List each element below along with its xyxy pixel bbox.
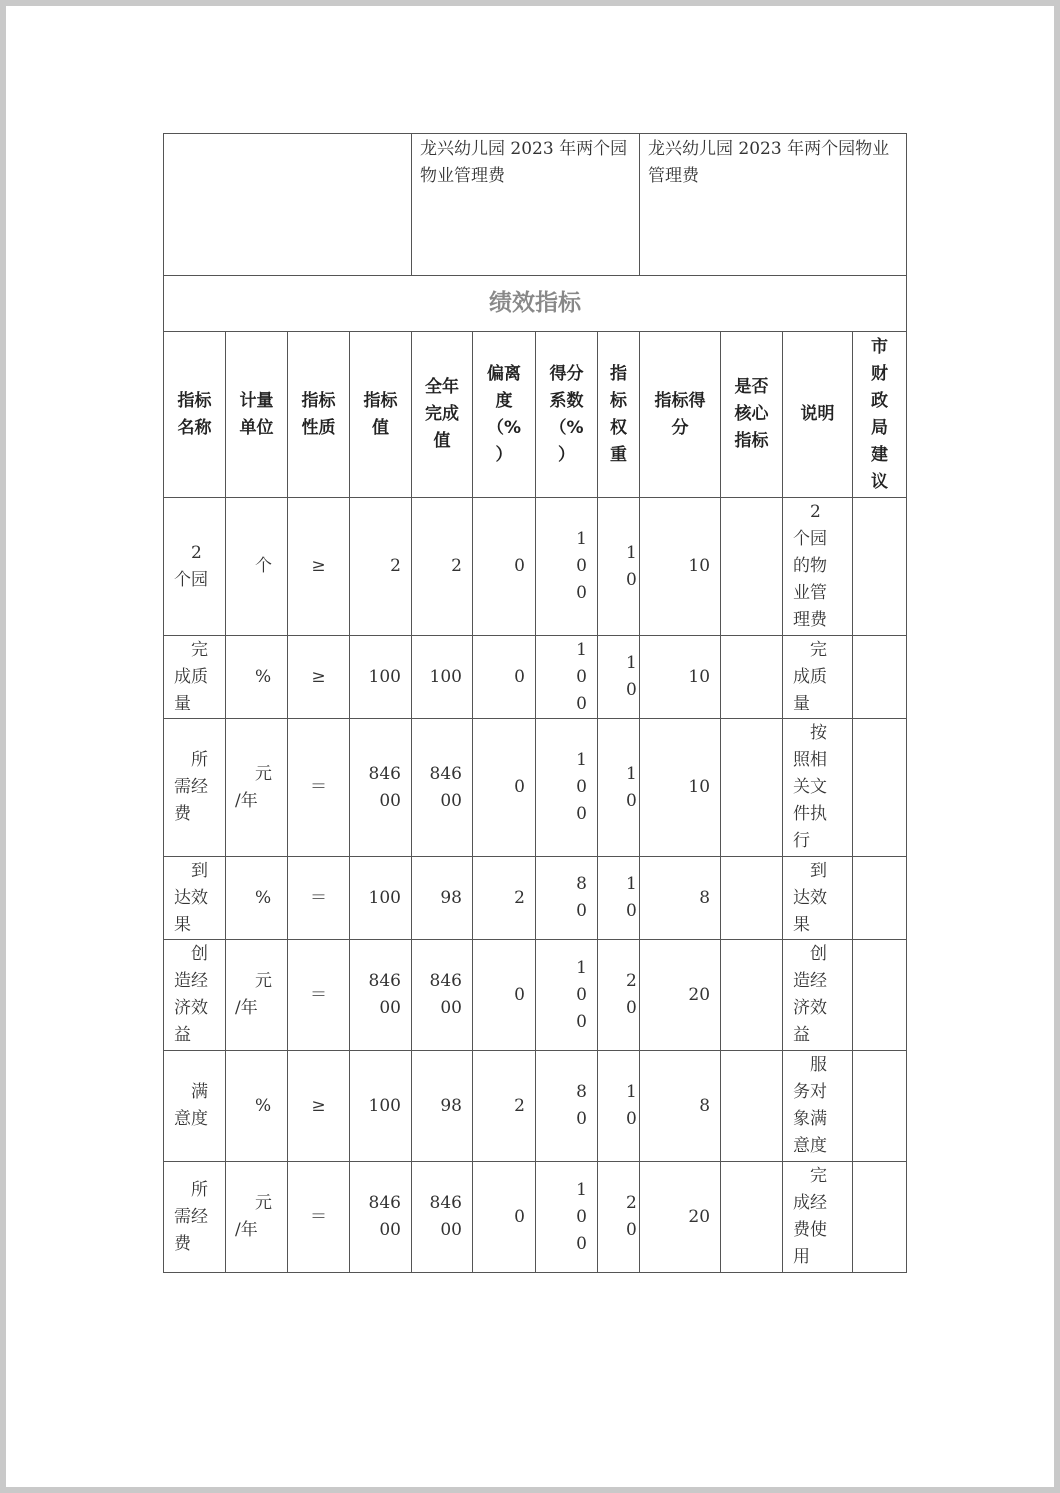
- deviation-cell: 0: [473, 498, 536, 636]
- target-value-cell: [350, 719, 412, 857]
- target-value-cell-text: 100: [368, 1095, 401, 1116]
- coefficient-cell: [536, 636, 598, 719]
- header-value: [350, 332, 412, 498]
- unit-cell-text: %: [255, 1095, 272, 1116]
- coefficient-cell: [536, 940, 598, 1051]
- unit-cell: [226, 940, 288, 1051]
- advice-cell: [853, 636, 907, 719]
- header-advice: [853, 332, 907, 498]
- weight-cell: [598, 1051, 640, 1162]
- target-value-cell-text: 84600: [368, 763, 401, 811]
- completed-value-cell-text: 98: [440, 1095, 462, 1116]
- unit-cell: [226, 719, 288, 857]
- target-value-cell: [350, 498, 412, 636]
- score-cell: 20: [640, 1162, 721, 1273]
- advice-cell: [853, 498, 907, 636]
- indicator-name-cell-text: 到达效果: [174, 860, 208, 935]
- target-value-cell-text: 84600: [368, 1193, 401, 1240]
- indicator-name-cell: [164, 1162, 226, 1273]
- advice-cell: [853, 940, 907, 1051]
- note-cell: [783, 719, 853, 857]
- unit-cell: [226, 857, 288, 940]
- table-row: [164, 498, 907, 636]
- core-indicator-cell: [721, 636, 783, 719]
- note-cell: [783, 940, 853, 1051]
- nature-cell: ≥: [288, 498, 350, 636]
- header-deviation: [473, 332, 536, 498]
- indicator-name-cell: [164, 1051, 226, 1162]
- completed-value-cell-text: 84600: [429, 971, 462, 1018]
- advice-cell: [853, 857, 907, 940]
- header-note-text: 说明: [800, 404, 835, 424]
- indicator-name-cell: [164, 940, 226, 1051]
- target-value-cell: [350, 1051, 412, 1162]
- target-value-cell-text: 84600: [368, 971, 401, 1018]
- completed-value-cell: [412, 636, 473, 719]
- deviation-cell: 0: [473, 719, 536, 857]
- target-value-cell: [350, 857, 412, 940]
- completed-value-cell-text: 2: [451, 556, 462, 576]
- note-cell: [783, 1051, 853, 1162]
- nature-cell: ＝: [288, 719, 350, 857]
- coefficient-cell: [536, 857, 598, 940]
- nature-cell: ＝: [288, 940, 350, 1051]
- indicator-name-cell-text: 创造经济效益: [174, 944, 208, 1045]
- coefficient-cell: [536, 1051, 598, 1162]
- section-title-row: [164, 276, 907, 332]
- table-row: [164, 636, 907, 719]
- weight-cell-text: 10: [626, 653, 637, 700]
- coefficient-cell-text: 80: [576, 874, 587, 921]
- core-indicator-cell: [721, 857, 783, 940]
- indicator-name-cell: [164, 857, 226, 940]
- unit-cell-text: %: [255, 666, 272, 687]
- header-completed: [412, 332, 473, 498]
- note-cell-text: 按照相关文件执行: [793, 723, 828, 851]
- nature-cell: ＝: [288, 857, 350, 940]
- completed-value-cell: [412, 719, 473, 857]
- score-cell: 8: [640, 857, 721, 940]
- deviation-cell: 2: [473, 1051, 536, 1162]
- weight-cell: [598, 719, 640, 857]
- section-title: 绩效指标: [164, 276, 907, 332]
- weight-cell: [598, 1162, 640, 1273]
- weight-cell: [598, 636, 640, 719]
- target-value-cell-text: 2: [390, 556, 401, 576]
- target-value-cell: [350, 636, 412, 719]
- indicator-name-cell-text: 完成质量: [174, 639, 208, 714]
- coefficient-cell-text: 80: [576, 1082, 587, 1129]
- header-weight: [598, 332, 640, 498]
- deviation-cell: 2: [473, 857, 536, 940]
- table-row: [164, 940, 907, 1051]
- completed-value-cell: [412, 1051, 473, 1162]
- target-value-cell: [350, 940, 412, 1051]
- weight-cell: [598, 498, 640, 636]
- header-unit-text: 计量单位: [239, 390, 274, 438]
- document-page: [6, 6, 1054, 1487]
- header-note: [783, 332, 853, 498]
- note-cell: [783, 636, 853, 719]
- coefficient-cell-text: 100: [576, 529, 587, 603]
- score-cell: 8: [640, 1051, 721, 1162]
- weight-cell-text: 20: [626, 1193, 637, 1240]
- header-name-text: 指标名称: [177, 390, 212, 438]
- header-coefficient: [536, 332, 598, 498]
- completed-value-cell: [412, 1162, 473, 1273]
- completed-value-cell: [412, 498, 473, 636]
- note-cell-text: 到达效果: [793, 860, 828, 935]
- header-value-text: 指标值: [363, 390, 398, 438]
- coefficient-cell-text: 100: [576, 957, 587, 1032]
- unit-cell-text: 元/年: [235, 1193, 272, 1240]
- header-weight-text: 指标权重: [610, 363, 627, 465]
- note-cell: [783, 498, 853, 636]
- core-indicator-cell: [721, 1162, 783, 1273]
- weight-cell-text: 20: [626, 971, 637, 1018]
- unit-cell: [226, 498, 288, 636]
- note-cell-text: 完成经费使用: [793, 1166, 828, 1267]
- weight-cell-text: 10: [626, 763, 637, 811]
- indicator-name-cell-text: 满意度: [174, 1082, 208, 1129]
- score-cell: 20: [640, 940, 721, 1051]
- table-row: [164, 719, 907, 857]
- score-cell: 10: [640, 719, 721, 857]
- completed-value-cell: [412, 857, 473, 940]
- indicator-name-cell: [164, 498, 226, 636]
- header-core: [721, 332, 783, 498]
- performance-table: [163, 133, 907, 1273]
- unit-cell: [226, 1051, 288, 1162]
- indicator-name-cell-text: 所需经费: [174, 1179, 208, 1254]
- advice-cell: [853, 1162, 907, 1273]
- indicator-name-cell: [164, 636, 226, 719]
- coefficient-cell-text: 100: [576, 1179, 587, 1254]
- target-value-cell-text: 100: [368, 666, 401, 687]
- header-coefficient-text: 得分系数（%）: [549, 363, 584, 465]
- unit-cell-text: %: [255, 887, 272, 908]
- weight-cell-text: 10: [626, 874, 637, 921]
- note-cell-text: 完成质量: [793, 639, 828, 714]
- nature-cell: ＝: [288, 1162, 350, 1273]
- weight-cell-text: 10: [626, 542, 637, 590]
- note-cell-text: 创造经济效益: [793, 944, 828, 1045]
- note-cell-text: 服务对象满意度: [793, 1055, 828, 1156]
- note-cell-text: 2个园的物业管理费: [793, 502, 828, 630]
- nature-cell: ≥: [288, 1051, 350, 1162]
- completed-value-cell: [412, 940, 473, 1051]
- project-name-row: [164, 134, 907, 276]
- score-cell: 10: [640, 636, 721, 719]
- header-completed-text: 全年完成值: [425, 377, 459, 451]
- coefficient-cell: [536, 498, 598, 636]
- coefficient-cell-text: 100: [576, 639, 587, 714]
- nature-cell: ≥: [288, 636, 350, 719]
- core-indicator-cell: [721, 940, 783, 1051]
- core-indicator-cell: [721, 498, 783, 636]
- header-score: [640, 332, 721, 498]
- indicator-name-cell-text: 2个园: [174, 542, 208, 590]
- header-name: [164, 332, 226, 498]
- header-row: [164, 332, 907, 498]
- completed-value-cell-text: 84600: [429, 763, 462, 811]
- advice-cell: [853, 1051, 907, 1162]
- core-indicator-cell: [721, 1051, 783, 1162]
- project-left-cell: [164, 134, 412, 276]
- header-advice-text: 市财政局建议: [871, 336, 889, 492]
- advice-cell: [853, 719, 907, 857]
- header-nature: [288, 332, 350, 498]
- unit-cell-text: 元/年: [235, 971, 272, 1018]
- target-value-cell-text: 100: [368, 887, 401, 908]
- target-value-cell: [350, 1162, 412, 1273]
- coefficient-cell: [536, 719, 598, 857]
- coefficient-cell: [536, 1162, 598, 1273]
- deviation-cell: 0: [473, 1162, 536, 1273]
- header-unit: [226, 332, 288, 498]
- unit-cell-text: 元/年: [235, 763, 272, 811]
- completed-value-cell-text: 84600: [429, 1193, 462, 1240]
- header-deviation-text: 偏离度（%）: [486, 363, 522, 465]
- note-cell: [783, 857, 853, 940]
- weight-cell: [598, 857, 640, 940]
- table-row: [164, 1051, 907, 1162]
- weight-cell-text: 10: [626, 1082, 637, 1129]
- table-row: [164, 1162, 907, 1273]
- project-content-cell: 龙兴幼儿园 2023 年两个园物业管理费: [640, 134, 907, 276]
- table-row: [164, 857, 907, 940]
- weight-cell: [598, 940, 640, 1051]
- header-core-text: 是否核心指标: [734, 377, 769, 451]
- header-score-text: 指标得分: [654, 390, 706, 438]
- completed-value-cell-text: 98: [440, 887, 462, 908]
- deviation-cell: 0: [473, 636, 536, 719]
- score-cell: 10: [640, 498, 721, 636]
- header-nature-text: 指标性质: [301, 390, 336, 438]
- coefficient-cell-text: 100: [576, 750, 587, 824]
- indicator-name-cell-text: 所需经费: [174, 750, 208, 824]
- completed-value-cell-text: 100: [429, 666, 462, 687]
- indicator-name-cell: [164, 719, 226, 857]
- core-indicator-cell: [721, 719, 783, 857]
- unit-cell: [226, 636, 288, 719]
- project-name-cell: 龙兴幼儿园 2023 年两个园物业管理费: [412, 134, 640, 276]
- deviation-cell: 0: [473, 940, 536, 1051]
- unit-cell-text: 个: [255, 556, 272, 576]
- note-cell: [783, 1162, 853, 1273]
- unit-cell: [226, 1162, 288, 1273]
